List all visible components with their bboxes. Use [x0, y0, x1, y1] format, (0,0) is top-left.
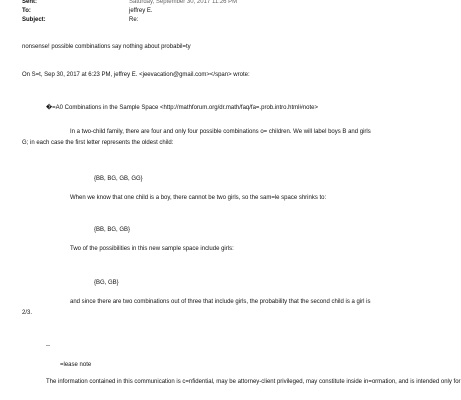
note-heading: =lease note: [60, 362, 92, 368]
disclaimer-text: The information contained in this communication is c=nfidential, may be attorney-client privileged, may constitute inside in=ormation, and is intended only for: [46, 379, 461, 385]
paragraph-1: In a two-child family, there are four and only four possible combinations o= children. We will label boys B and girls G; in each case the first letter represents the oldest child:: [22, 129, 371, 146]
paragraph-2: When we know that one child is a boy, there cannot be two girls, so the sam=le space shrinks to:: [70, 195, 327, 201]
subject-value: Re:: [129, 17, 139, 23]
subject-label: Subject:: [22, 17, 46, 23]
sent-value: Saturday, September 30, 2017 11:26 PM: [129, 0, 238, 5]
paragraph-3: Two of the possibilities in this new sample space include girls:: [70, 246, 234, 252]
signature-separator: --: [46, 343, 50, 349]
quoted-heading-link[interactable]: �=A0 Combinations in the Sample Space <http://mathforum.org/dr.math/faq/fa=.prob.intro.html#note>: [46, 105, 318, 111]
paragraph-4: and since there are two combinations out of three that include girls, the probability that the second child is a girl is 2/3.: [22, 299, 371, 316]
sample-space-set-1: {BB, BG, GB, GG}: [94, 176, 143, 182]
sample-space-set-3: {BG, GB}: [94, 280, 119, 286]
quote-intro: On S=t, Sep 30, 2017 at 6:23 PM, jeffrey E. <jeevacation@gmail.com></span> wrote:: [22, 72, 250, 78]
to-value: jeffrey E.: [129, 8, 153, 14]
reply-text: nonsense! possible combinations say nothing about probabil=ty: [22, 44, 191, 50]
sent-label: Sent:: [22, 0, 37, 5]
sample-space-set-2: {BB, BG, GB}: [94, 227, 131, 233]
to-label: To:: [22, 8, 31, 14]
